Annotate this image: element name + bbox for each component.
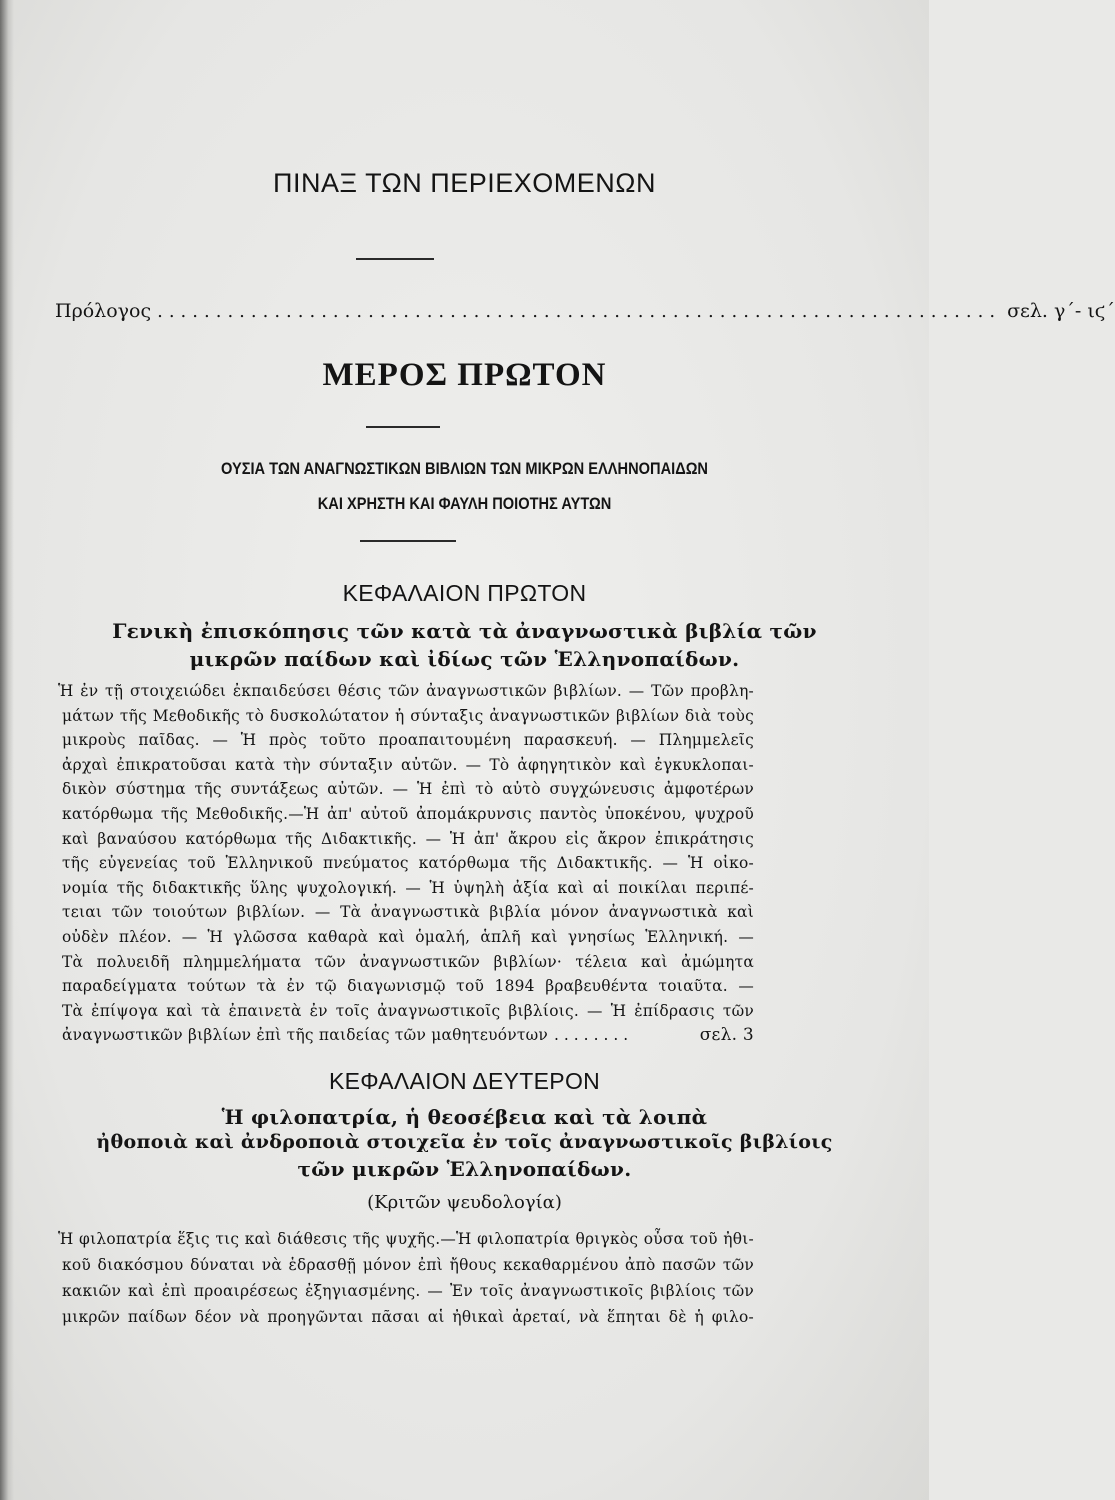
chapter-two-subtitle-line-1: Ἡ φιλοπατρία, ἡ θεοσέβεια καὶ τὰ λοιπὰ [221,1105,708,1129]
chapter-two-note: (Κριτῶν ψευδολογία) [367,1192,562,1213]
summary-line: κακιῶν καὶ ἐπὶ προαιρέσεως ἐξηγιασμένης. — Ἐν τοῖς ἀναγνωστικοῖς βιβλίοις τῶν [62,1282,754,1300]
summary-line: ἀρχαὶ ἐπικρατοῦσαι κατὰ τὴν σύνταξιν αὐτῶν. — Τὸ ἀφηγητικὸν καὶ ἐγκυκλοπαι- [62,755,754,774]
summary-line: τειαι τῶν τοιούτων βιβλίων. — Τὰ ἀναγνωστικὰ βιβλία μόνον ἀναγνωστικὰ καὶ [62,903,754,922]
summary-line: μικρῶν παίδων δέον νὰ προηγῶνται πᾶσαι αἱ ἠθικαὶ ἀρεταί, νὰ ἕπηται δὲ ἡ φιλο- [62,1308,754,1326]
toc-entry-prologue [55,300,1115,322]
summary-line: μικροὺς παῖδας. — Ἡ πρὸς τοῦτο προαπαιτουμένη παρασκευή. — Πλημμελεῖς [62,731,754,750]
chapter-two-subtitle-line-2: ἠθοποιὰ καὶ ἀνδροποιὰ στοιχεῖα ἐν τοῖς ἀναγνωστικοῖς βιβλίοις [96,1131,833,1153]
chapter-one-heading: ΚΕΦΑΛΑΙΟΝ ΠΡΩΤΟΝ [342,580,587,606]
part-subtitle-divider [360,540,456,542]
summary-line: μάτων τῆς Μεθοδικῆς τὸ δυσκολώτατον ἡ σύνταξις ἀναγνωστικῶν βιβλίων διὰ τοὺς [62,706,754,725]
summary-line: τῆς εὐγενείας τοῦ Ἑλληνικοῦ πνεύματος κατόρθωμα τῆς Διδακτικῆς. — Ἡ οἰκο- [62,854,754,873]
prologue-label: Πρόλογος [55,300,152,322]
chapter-one-page: σελ. 3 [699,1025,754,1046]
summary-line: Ἡ φιλοπατρία ἕξις τις καὶ διάθεσις τῆς ψυχῆς.—Ἡ φιλοπατρία θριγκὸς οὖσα τοῦ ἠθι- [58,1230,754,1248]
toc-title: ΠΙΝΑΞ ΤΩΝ ΠΕΡΙΕΧΟΜΕΝΩΝ [273,168,656,198]
title-divider [356,258,434,260]
summary-line: κοῦ διακόσμου δύναται νὰ ἑδρασθῇ μόνον ἐπὶ ἤθους κεκαθαρμένου ἀπὸ πασῶν τῶν [62,1256,754,1274]
summary-line: Ἡ ἐν τῇ στοιχειώδει ἐκπαιδεύσει θέσις τῶν ἀναγνωστικῶν βιβλίων. — Τῶν προβλη- [58,682,754,700]
summary-line: καὶ βαναύσου κατόρθωμα τῆς Διδακτικῆς. — Ἡ ἀπ' ἄκρου εἰς ἄκρον ἐπικράτησις [62,829,754,848]
part-divider [366,426,440,428]
summary-line: νομία τῆς διδακτικῆς ὕλης ψυχολογική. — Ἡ ὑψηλὴ ἀξία καὶ αἱ ποικίλαι περιπέ- [62,878,754,897]
summary-line: δικὸν σύστημα τῆς συντάξεως αὐτῶν. — Ἡ ἐπὶ τὸ αὐτὸ συγχώνευσις ἀμφοτέρων [62,780,754,799]
summary-line: κατόρθωμα τῆς Μεθοδικῆς.—Ἡ ἀπ' αὐτοῦ ἀπομάκρυνσις παντὸς ὑποκένου, ψυχροῦ [62,804,754,823]
chapter-one-summary [58,679,754,1048]
summary-last-line [62,1023,754,1048]
prologue-pages: σελ. γ΄- ιϛ΄ [1007,300,1115,322]
summary-line: Τὰ ἐπίψογα καὶ τὰ ἐπαινετὰ ἐν τοῖς ἀναγνωστικοῖς βιβλίοις. — Ἡ ἐπίδρασις τῶν [62,1001,754,1020]
chapter-one-subtitle-line-1: Γενικὴ ἐπισκόπησις τῶν κατὰ τὰ ἀναγνωστικὰ βιβλία τῶν [112,619,817,643]
summary-line: ἀναγνωστικῶν βιβλίων ἐπὶ τῆς παιδείας τῶν μαθητευόντων [62,1026,548,1045]
part-subtitle-line-2: ΚΑΙ ΧΡΗΣΤΗ ΚΑΙ ΦΑΥΛΗ ΠΟΙΟΤΗΣ ΑΥΤΩΝ [317,494,612,513]
part-heading: ΜΕΡΟΣ ΠΡΩΤΟΝ [322,357,607,393]
chapter-one-subtitle-line-2: μικρῶν παίδων καὶ ἰδίως τῶν Ἑλληνοπαίδων. [189,647,740,671]
leader-dots: ........ [554,1026,634,1045]
chapter-two-summary [58,1226,754,1330]
summary-line: παραδείγματα τούτων τὰ ἐν τῷ διαγωνισμῷ τοῦ 1894 βραβευθέντα τοιαῦτα. — [62,977,754,996]
leader-dots: ........................................................................ [157,301,1002,322]
summary-line: Τὰ πολυειδῆ πλημμελήματα τῶν ἀναγνωστικῶν βιβλίων· τέλεια καὶ ἀμώμητα [62,952,754,971]
chapter-two-subtitle-line-3: τῶν μικρῶν Ἑλληνοπαίδων. [297,1157,632,1181]
chapter-two-heading: ΚΕΦΑΛΑΙΟΝ ΔΕΥΤΕΡΟΝ [328,1068,601,1094]
page-edge-shadow [0,0,14,1500]
summary-line: οὐδὲν πλέον. — Ἡ γλῶσσα καθαρὰ καὶ ὁμαλή, ἁπλῆ καὶ γνησίως Ἑλληνική. — [62,927,754,946]
part-subtitle-line-1: ΟΥΣΙΑ ΤΩΝ ΑΝΑΓΝΩΣΤΙΚΩΝ ΒΙΒΛΙΩΝ ΤΩΝ ΜΙΚΡΩΝ ΕΛΛΗΝΟΠΑΙΔΩΝ [220,459,708,478]
